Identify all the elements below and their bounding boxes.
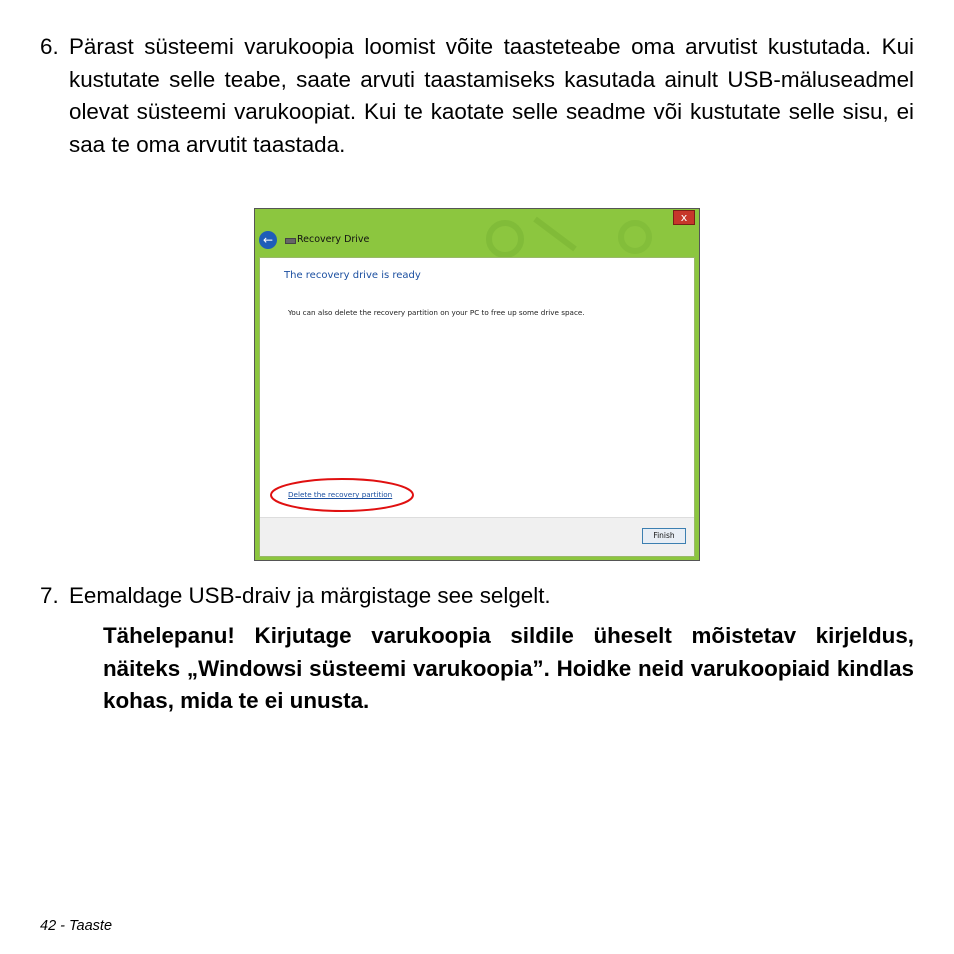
dialog-heading: The recovery drive is ready: [284, 270, 421, 281]
window-close-button[interactable]: x: [673, 210, 695, 225]
step-text: Eemaldage USB-draiv ja märgistage see selgelt.: [69, 583, 551, 608]
step-number: 6.: [40, 34, 59, 59]
dialog-footer: [260, 517, 694, 556]
step-number: 7.: [40, 583, 59, 608]
delete-recovery-partition-link[interactable]: Delete the recovery partition: [288, 490, 393, 499]
page-footer: 42 - Taaste: [40, 918, 113, 934]
drive-icon: [285, 238, 296, 244]
step-7: [40, 580, 914, 613]
back-arrow-icon[interactable]: ←: [259, 231, 277, 249]
attention-note: Tähelepanu! Kirjutage varukoopia sildile üheselt mõistetav kirjeldus, näiteks „Windowsi süsteemi varukoopia”. Hoidke neid varukoopiaid kindlas kohas, mida te ei unusta.: [103, 623, 914, 713]
window-titlebar: [259, 231, 659, 253]
dialog-content: [259, 257, 695, 557]
finish-button[interactable]: Finish: [642, 528, 686, 544]
step-6: [40, 31, 914, 161]
step-text: Pärast süsteemi varukoopia loomist võite taasteteabe oma arvutist kustutada. Kui kustutate selle teabe, saate arvuti taastamiseks kasutada ainult USB-mäluseadmel olevat süsteemi varukoopiat. Kui te kaotate selle seadme või kustutate selle sisu, ei saa te oma arvutit taastada.: [69, 34, 914, 157]
dialog-body-text: You can also delete the recovery partition on your PC to free up some drive space.: [288, 308, 585, 317]
recovery-drive-screenshot: [254, 208, 700, 561]
window-title: Recovery Drive: [297, 234, 370, 245]
